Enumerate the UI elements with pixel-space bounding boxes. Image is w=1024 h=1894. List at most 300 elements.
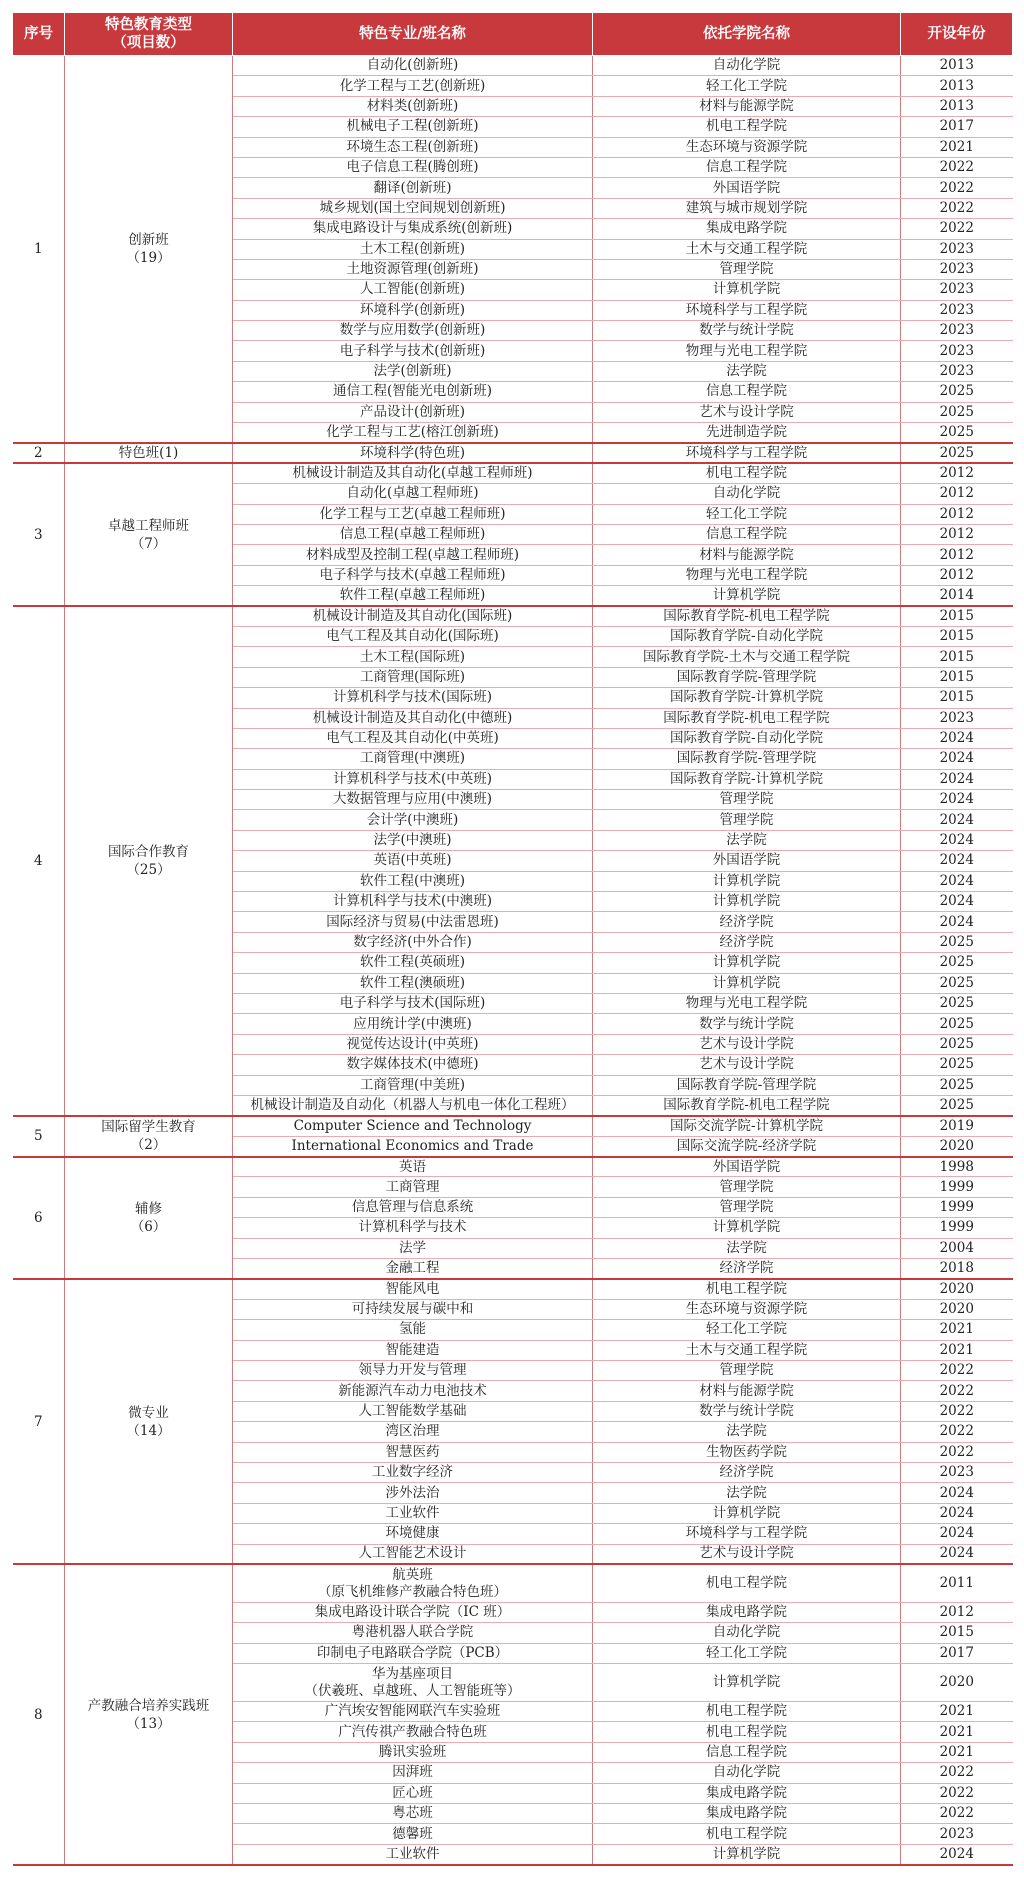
- major-cell: 软件工程(澳硕班): [233, 973, 593, 993]
- year-cell: 2025: [901, 973, 1013, 993]
- college-cell: 集成电路学院: [593, 1804, 901, 1824]
- college-cell: 机电工程学院: [593, 1824, 901, 1844]
- major-cell: 计算机科学与技术: [233, 1218, 593, 1238]
- major-cell: 工业软件: [233, 1503, 593, 1523]
- college-cell: 自动化学院: [593, 1763, 901, 1783]
- college-cell: 管理学院: [593, 1361, 901, 1381]
- year-cell: 2025: [901, 1095, 1013, 1115]
- college-cell: 土木与交通工程学院: [593, 1340, 901, 1360]
- table-row: [13, 1116, 1013, 1136]
- college-cell: 建筑与城市规划学院: [593, 198, 901, 218]
- year-cell: 2025: [901, 382, 1013, 402]
- year-cell: 2024: [901, 830, 1013, 850]
- major-cell: 领导力开发与管理: [233, 1361, 593, 1381]
- year-cell: 2015: [901, 626, 1013, 646]
- college-cell: 计算机学院: [593, 892, 901, 912]
- group-number: 7: [13, 1279, 65, 1564]
- year-cell: 2025: [901, 443, 1013, 463]
- major-note: （伏羲班、卓越班、人工智能班等）: [304, 1682, 521, 1699]
- program-table-container: [12, 12, 1012, 1866]
- college-cell: 自动化学院: [593, 56, 901, 76]
- major-cell: 湾区治理: [233, 1422, 593, 1442]
- year-cell: 2020: [901, 1136, 1013, 1156]
- year-cell: 2015: [901, 688, 1013, 708]
- college-cell: 经济学院: [593, 1259, 901, 1279]
- college-cell: 生态环境与资源学院: [593, 137, 901, 157]
- college-cell: 数学与统计学院: [593, 321, 901, 341]
- year-cell: 2017: [901, 117, 1013, 137]
- program-table: [12, 12, 1013, 1866]
- table-row: [13, 1157, 1013, 1177]
- year-cell: 2025: [901, 1055, 1013, 1075]
- year-cell: 2024: [901, 1844, 1013, 1864]
- table-row: [13, 606, 1013, 626]
- year-cell: 2025: [901, 993, 1013, 1013]
- year-cell: 2020: [901, 1279, 1013, 1299]
- header-type-line1: 特色教育类型: [105, 17, 192, 33]
- major-cell: 电子科学与技术(卓越工程师班): [233, 565, 593, 585]
- college-cell: 法学院: [593, 1422, 901, 1442]
- major-cell: 国际经济与贸易(中法雷恩班): [233, 912, 593, 932]
- group-type-name: 特色班(1): [118, 445, 179, 462]
- year-cell: 2024: [901, 1503, 1013, 1523]
- year-cell: 2015: [901, 647, 1013, 667]
- group-type-cell: [65, 463, 233, 606]
- major-cell: 计算机科学与技术(中澳班): [233, 892, 593, 912]
- year-cell: 2024: [901, 769, 1013, 789]
- group-type-cell: [65, 1564, 233, 1864]
- group-type-cell: [65, 1157, 233, 1279]
- group-type-count: （14）: [126, 1422, 171, 1439]
- major-note: （原飞机维修产教融合特色班）: [318, 1583, 507, 1600]
- major-cell: 化学工程与工艺(榕江创新班): [233, 423, 593, 443]
- college-cell: 法学院: [593, 830, 901, 850]
- major-cell: 环境生态工程(创新班): [233, 137, 593, 157]
- year-cell: 2022: [901, 219, 1013, 239]
- college-cell: 轻工化工学院: [593, 76, 901, 96]
- group-number: 6: [13, 1157, 65, 1279]
- year-cell: 2015: [901, 667, 1013, 687]
- major-cell: 工商管理(中美班): [233, 1075, 593, 1095]
- college-cell: 计算机学院: [593, 1218, 901, 1238]
- group-number: 1: [13, 56, 65, 443]
- college-cell: 国际教育学院-自动化学院: [593, 626, 901, 646]
- group-type-count: （2）: [130, 1137, 167, 1154]
- college-cell: 国际教育学院-机电工程学院: [593, 1095, 901, 1115]
- year-cell: 2023: [901, 708, 1013, 728]
- year-cell: 2023: [901, 300, 1013, 320]
- major-cell: 电子信息工程(腾创班): [233, 157, 593, 177]
- college-cell: 艺术与设计学院: [593, 402, 901, 422]
- major-cell: 数字经济(中外合作): [233, 932, 593, 952]
- college-cell: 信息工程学院: [593, 382, 901, 402]
- major-cell: 电子科学与技术(创新班): [233, 341, 593, 361]
- major-cell: 翻译(创新班): [233, 178, 593, 198]
- college-cell: 国际教育学院-计算机学院: [593, 769, 901, 789]
- college-cell: 法学院: [593, 361, 901, 381]
- college-cell: 机电工程学院: [593, 1702, 901, 1722]
- major-cell: 土地资源管理(创新班): [233, 259, 593, 279]
- college-cell: 轻工化工学院: [593, 1643, 901, 1663]
- college-cell: 外国语学院: [593, 1157, 901, 1177]
- college-cell: 管理学院: [593, 1197, 901, 1217]
- major-cell: 广汽埃安智能网联汽车实验班: [233, 1702, 593, 1722]
- major-cell: 工商管理: [233, 1177, 593, 1197]
- major-cell: 数学与应用数学(创新班): [233, 321, 593, 341]
- year-cell: 1999: [901, 1218, 1013, 1238]
- year-cell: 2021: [901, 1742, 1013, 1762]
- major-cell: 城乡规划(国土空间规划创新班): [233, 198, 593, 218]
- major-cell: International Economics and Trade: [233, 1136, 593, 1156]
- group-type-name: 卓越工程师班: [108, 517, 189, 534]
- major-cell: 英语(中英班): [233, 851, 593, 871]
- major-cell: 人工智能艺术设计: [233, 1544, 593, 1564]
- college-cell: 信息工程学院: [593, 1742, 901, 1762]
- year-cell: 2025: [901, 1014, 1013, 1034]
- year-cell: 2024: [901, 1544, 1013, 1564]
- group-type-name: 国际留学生教育: [101, 1119, 196, 1136]
- major-cell: 电子科学与技术(国际班): [233, 993, 593, 1013]
- table-body: [13, 56, 1013, 1865]
- college-cell: 计算机学院: [593, 1664, 901, 1702]
- year-cell: 2022: [901, 198, 1013, 218]
- year-cell: 2021: [901, 1702, 1013, 1722]
- college-cell: 管理学院: [593, 790, 901, 810]
- major-cell: 因湃班: [233, 1763, 593, 1783]
- year-cell: 2025: [901, 953, 1013, 973]
- group-number: 5: [13, 1116, 65, 1157]
- major-cell: 集成电路设计联合学院（IC 班）: [233, 1602, 593, 1622]
- year-cell: 2019: [901, 1116, 1013, 1136]
- major-cell: 软件工程(英硕班): [233, 953, 593, 973]
- major-cell: 软件工程(卓越工程师班): [233, 586, 593, 606]
- year-cell: 2025: [901, 1075, 1013, 1095]
- header-type-line2: （项目数）: [112, 35, 185, 51]
- major-cell: 自动化(卓越工程师班): [233, 484, 593, 504]
- college-cell: 机电工程学院: [593, 1564, 901, 1602]
- year-cell: 2024: [901, 1483, 1013, 1503]
- major-cell: 机械设计制造及自动化（机器人与机电一体化工程班）: [233, 1095, 593, 1115]
- year-cell: 2012: [901, 524, 1013, 544]
- college-cell: 环境科学与工程学院: [593, 1524, 901, 1544]
- college-cell: 物理与光电工程学院: [593, 993, 901, 1013]
- year-cell: 2004: [901, 1238, 1013, 1258]
- major-cell: 工商管理(中澳班): [233, 749, 593, 769]
- year-cell: 2024: [901, 728, 1013, 748]
- major-cell: 法学(中澳班): [233, 830, 593, 850]
- year-cell: 2024: [901, 892, 1013, 912]
- major-cell: 应用统计学(中澳班): [233, 1014, 593, 1034]
- header-college: 依托学院名称: [593, 13, 901, 56]
- major-cell: 机械设计制造及其自动化(卓越工程师班): [233, 463, 593, 483]
- year-cell: 2024: [901, 851, 1013, 871]
- major-cell: 材料成型及控制工程(卓越工程师班): [233, 545, 593, 565]
- college-cell: 计算机学院: [593, 1844, 901, 1864]
- table-row: [13, 1279, 1013, 1299]
- college-cell: 经济学院: [593, 912, 901, 932]
- college-cell: 轻工化工学院: [593, 504, 901, 524]
- college-cell: 集成电路学院: [593, 1783, 901, 1803]
- college-cell: 材料与能源学院: [593, 545, 901, 565]
- year-cell: 2025: [901, 423, 1013, 443]
- college-cell: 国际教育学院-计算机学院: [593, 688, 901, 708]
- year-cell: 2013: [901, 56, 1013, 76]
- college-cell: 数学与统计学院: [593, 1401, 901, 1421]
- year-cell: 2025: [901, 402, 1013, 422]
- year-cell: 2012: [901, 463, 1013, 483]
- year-cell: 2015: [901, 1623, 1013, 1643]
- group-type-count: （13）: [126, 1715, 171, 1732]
- table-row: [13, 1564, 1013, 1602]
- college-cell: 计算机学院: [593, 280, 901, 300]
- table-row: [13, 443, 1013, 463]
- year-cell: 2022: [901, 1763, 1013, 1783]
- group-number: 8: [13, 1564, 65, 1864]
- group-type-cell: [65, 606, 233, 1116]
- major-cell: 环境科学(特色班): [233, 443, 593, 463]
- year-cell: 2017: [901, 1643, 1013, 1663]
- major-cell: 软件工程(中澳班): [233, 871, 593, 891]
- group-type-count: （7）: [130, 535, 167, 552]
- college-cell: 机电工程学院: [593, 1279, 901, 1299]
- major-cell: 腾讯实验班: [233, 1742, 593, 1762]
- year-cell: 2020: [901, 1664, 1013, 1702]
- college-cell: 信息工程学院: [593, 524, 901, 544]
- major-cell: 德馨班: [233, 1824, 593, 1844]
- header-type: [65, 13, 233, 56]
- major-cell: 机械电子工程(创新班): [233, 117, 593, 137]
- college-cell: 机电工程学院: [593, 117, 901, 137]
- college-cell: 经济学院: [593, 1462, 901, 1482]
- year-cell: 2012: [901, 565, 1013, 585]
- year-cell: 2013: [901, 76, 1013, 96]
- year-cell: 2013: [901, 96, 1013, 116]
- major-name: 航英班: [392, 1566, 433, 1583]
- year-cell: 2023: [901, 280, 1013, 300]
- year-cell: 2021: [901, 1320, 1013, 1340]
- major-cell: 智慧医药: [233, 1442, 593, 1462]
- year-cell: 2024: [901, 790, 1013, 810]
- college-cell: 自动化学院: [593, 1623, 901, 1643]
- table-row: [13, 56, 1013, 76]
- college-cell: 经济学院: [593, 932, 901, 952]
- college-cell: 物理与光电工程学院: [593, 341, 901, 361]
- college-cell: 法学院: [593, 1483, 901, 1503]
- year-cell: 2023: [901, 1824, 1013, 1844]
- major-cell: 印制电子电路联合学院（PCB）: [233, 1643, 593, 1663]
- major-cell: 材料类(创新班): [233, 96, 593, 116]
- college-cell: 外国语学院: [593, 851, 901, 871]
- group-type-count: （25）: [126, 861, 171, 878]
- major-cell: 智能风电: [233, 1279, 593, 1299]
- major-cell: [233, 1664, 593, 1702]
- year-cell: 2024: [901, 810, 1013, 830]
- year-cell: 2022: [901, 1442, 1013, 1462]
- major-cell: 自动化(创新班): [233, 56, 593, 76]
- college-cell: 管理学院: [593, 810, 901, 830]
- college-cell: 先进制造学院: [593, 423, 901, 443]
- major-cell: 计算机科学与技术(国际班): [233, 688, 593, 708]
- group-type-count: （19）: [126, 249, 171, 266]
- year-cell: 2021: [901, 137, 1013, 157]
- year-cell: 2012: [901, 545, 1013, 565]
- major-cell: 土木工程(创新班): [233, 239, 593, 259]
- year-cell: 2021: [901, 1722, 1013, 1742]
- year-cell: 2023: [901, 321, 1013, 341]
- college-cell: 管理学院: [593, 259, 901, 279]
- college-cell: 轻工化工学院: [593, 1320, 901, 1340]
- college-cell: 材料与能源学院: [593, 96, 901, 116]
- college-cell: 法学院: [593, 1238, 901, 1258]
- year-cell: 2015: [901, 606, 1013, 626]
- year-cell: 1999: [901, 1177, 1013, 1197]
- college-cell: 外国语学院: [593, 178, 901, 198]
- major-cell: 产品设计(创新班): [233, 402, 593, 422]
- major-cell: 大数据管理与应用(中澳班): [233, 790, 593, 810]
- college-cell: 艺术与设计学院: [593, 1055, 901, 1075]
- header-row: [13, 13, 1013, 56]
- header-year: 开设年份: [901, 13, 1013, 56]
- year-cell: 2025: [901, 932, 1013, 952]
- year-cell: 2021: [901, 1340, 1013, 1360]
- year-cell: 1999: [901, 1197, 1013, 1217]
- college-cell: 国际教育学院-管理学院: [593, 1075, 901, 1095]
- group-type-name: 创新班: [128, 231, 169, 248]
- college-cell: 机电工程学院: [593, 1722, 901, 1742]
- table-row: [13, 463, 1013, 483]
- group-type-cell: [65, 56, 233, 443]
- major-cell: 法学: [233, 1238, 593, 1258]
- year-cell: 2023: [901, 341, 1013, 361]
- college-cell: 国际教育学院-机电工程学院: [593, 606, 901, 626]
- header-no: 序号: [13, 13, 65, 56]
- major-cell: 工业数字经济: [233, 1462, 593, 1482]
- year-cell: 2023: [901, 259, 1013, 279]
- group-number: 4: [13, 606, 65, 1116]
- year-cell: 2012: [901, 484, 1013, 504]
- major-cell: 化学工程与工艺(创新班): [233, 76, 593, 96]
- major-cell: 电气工程及其自动化(中英班): [233, 728, 593, 748]
- college-cell: 集成电路学院: [593, 1602, 901, 1622]
- group-number: 3: [13, 463, 65, 606]
- year-cell: 2022: [901, 157, 1013, 177]
- major-cell: 环境健康: [233, 1524, 593, 1544]
- major-cell: 氢能: [233, 1320, 593, 1340]
- group-type-cell: [65, 443, 233, 463]
- major-cell: 土木工程(国际班): [233, 647, 593, 667]
- year-cell: 2024: [901, 1524, 1013, 1544]
- college-cell: 国际交流学院-计算机学院: [593, 1116, 901, 1136]
- major-cell: 涉外法治: [233, 1483, 593, 1503]
- major-cell: 粤芯班: [233, 1804, 593, 1824]
- year-cell: 2012: [901, 504, 1013, 524]
- year-cell: 2022: [901, 178, 1013, 198]
- college-cell: 计算机学院: [593, 973, 901, 993]
- major-cell: 英语: [233, 1157, 593, 1177]
- year-cell: 2025: [901, 1034, 1013, 1054]
- college-cell: 艺术与设计学院: [593, 1034, 901, 1054]
- college-cell: 土木与交通工程学院: [593, 239, 901, 259]
- major-cell: 信息管理与信息系统: [233, 1197, 593, 1217]
- year-cell: 2024: [901, 912, 1013, 932]
- major-cell: 集成电路设计与集成系统(创新班): [233, 219, 593, 239]
- year-cell: 2024: [901, 749, 1013, 769]
- group-type-name: 产教融合培养实践班: [87, 1697, 210, 1714]
- year-cell: 2023: [901, 1462, 1013, 1482]
- group-number: 2: [13, 443, 65, 463]
- major-cell: 电气工程及其自动化(国际班): [233, 626, 593, 646]
- major-cell: 环境科学(创新班): [233, 300, 593, 320]
- major-cell: 视觉传达设计(中英班): [233, 1034, 593, 1054]
- major-cell: 信息工程(卓越工程师班): [233, 524, 593, 544]
- college-cell: 材料与能源学院: [593, 1381, 901, 1401]
- major-cell: [233, 1564, 593, 1602]
- college-cell: 国际教育学院-土木与交通工程学院: [593, 647, 901, 667]
- major-cell: 人工智能(创新班): [233, 280, 593, 300]
- major-cell: 数字媒体技术(中德班): [233, 1055, 593, 1075]
- major-cell: 新能源汽车动力电池技术: [233, 1381, 593, 1401]
- major-cell: 可持续发展与碳中和: [233, 1299, 593, 1319]
- major-cell: 化学工程与工艺(卓越工程师班): [233, 504, 593, 524]
- college-cell: 环境科学与工程学院: [593, 300, 901, 320]
- year-cell: 2022: [901, 1381, 1013, 1401]
- major-cell: 广汽传祺产教融合特色班: [233, 1722, 593, 1742]
- college-cell: 计算机学院: [593, 1503, 901, 1523]
- year-cell: 2023: [901, 361, 1013, 381]
- college-cell: 信息工程学院: [593, 157, 901, 177]
- major-cell: 智能建造: [233, 1340, 593, 1360]
- college-cell: 数学与统计学院: [593, 1014, 901, 1034]
- college-cell: 生态环境与资源学院: [593, 1299, 901, 1319]
- year-cell: 2022: [901, 1401, 1013, 1421]
- group-type-name: 国际合作教育: [108, 843, 189, 860]
- college-cell: 管理学院: [593, 1177, 901, 1197]
- college-cell: 计算机学院: [593, 586, 901, 606]
- year-cell: 1998: [901, 1157, 1013, 1177]
- college-cell: 自动化学院: [593, 484, 901, 504]
- major-cell: 工商管理(国际班): [233, 667, 593, 687]
- major-cell: 匠心班: [233, 1783, 593, 1803]
- major-cell: 粤港机器人联合学院: [233, 1623, 593, 1643]
- college-cell: 物理与光电工程学院: [593, 565, 901, 585]
- college-cell: 机电工程学院: [593, 463, 901, 483]
- college-cell: 国际教育学院-自动化学院: [593, 728, 901, 748]
- major-cell: 机械设计制造及其自动化(中德班): [233, 708, 593, 728]
- year-cell: 2012: [901, 1602, 1013, 1622]
- year-cell: 2022: [901, 1783, 1013, 1803]
- major-cell: 通信工程(智能光电创新班): [233, 382, 593, 402]
- table-header: [13, 13, 1013, 56]
- college-cell: 国际教育学院-机电工程学院: [593, 708, 901, 728]
- header-major: 特色专业/班名称: [233, 13, 593, 56]
- year-cell: 2020: [901, 1299, 1013, 1319]
- year-cell: 2014: [901, 586, 1013, 606]
- major-cell: 计算机科学与技术(中英班): [233, 769, 593, 789]
- major-cell: 金融工程: [233, 1259, 593, 1279]
- college-cell: 国际教育学院-管理学院: [593, 667, 901, 687]
- major-cell: 人工智能数学基础: [233, 1401, 593, 1421]
- college-cell: 环境科学与工程学院: [593, 443, 901, 463]
- year-cell: 2022: [901, 1422, 1013, 1442]
- college-cell: 计算机学院: [593, 953, 901, 973]
- college-cell: 计算机学院: [593, 871, 901, 891]
- year-cell: 2023: [901, 239, 1013, 259]
- year-cell: 2022: [901, 1361, 1013, 1381]
- year-cell: 2022: [901, 1804, 1013, 1824]
- group-type-name: 微专业: [128, 1404, 169, 1421]
- major-cell: 会计学(中澳班): [233, 810, 593, 830]
- college-cell: 艺术与设计学院: [593, 1544, 901, 1564]
